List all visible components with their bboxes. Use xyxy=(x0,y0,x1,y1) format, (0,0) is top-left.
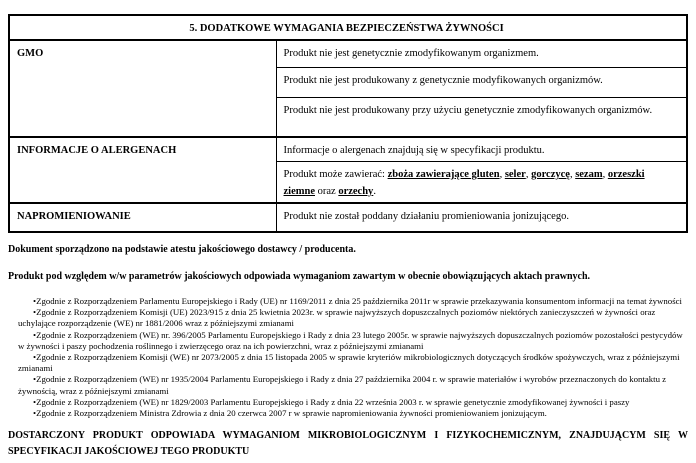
allergen-sentence: Produkt może zawierać: zboża zawierające gluten, seler, gorczycę, sezam, orzeszki ziemne oraz orzechy. xyxy=(276,162,687,204)
legal-notes-section xyxy=(8,243,688,460)
legal-bullet-item: • Zgodnie z Rozporządzeniem (WE) nr 1829/2003 Parlamentu Europejskiego i Rady z dnia 22 września 2003 r. w sprawie genetycznie zmodyfikowanej żywności i paszy xyxy=(18,397,688,408)
gmo-statement-3: Produkt nie jest produkowany przy użyciu genetycznie zmodyfikowanych organizmów. xyxy=(276,97,687,137)
legal-bullet-item: • Zgodnie z Rozporządzeniem (WE) nr 1935/2004 Parlamentu Europejskiego i Rady z dnia 27 października 2004 r. w sprawie materiałów i wyrobów przeznaczonych do kontaktu z żywnością, wraz z późniejszymi zmianami xyxy=(18,374,688,396)
gmo-statement-2: Produkt nie jest produkowany z genetycznie modyfikowanych organizmów. xyxy=(276,67,687,97)
legal-bullets xyxy=(8,296,688,419)
food-safety-requirements-table xyxy=(8,14,688,233)
allergen-term: seler xyxy=(504,169,526,180)
table-section-title: 5. DODATKOWE WYMAGANIA BEZPIECZEŃSTWA ŻYWNOŚCI xyxy=(9,15,687,40)
legal-bullet-item: • Zgodnie z Rozporządzeniem Ministra Zdrowia z dnia 20 czerwca 2007 r w sprawie napromieniowania żywności promieniowaniem jonizującym. xyxy=(18,408,688,419)
irradiation-statement: Produkt nie został poddany działaniu promieniowania jonizującego. xyxy=(276,203,687,232)
row-label-allergens: INFORMACJE O ALERGENACH xyxy=(9,137,276,203)
legal-bullet-item: • Zgodnie z Rozporządzeniem Parlamentu Europejskiego i Rady (UE) nr 1169/2011 z dnia 25 października 2011r w sprawie przekazywania konsumentom informacji na temat żywności xyxy=(18,296,688,307)
legal-bullet-item: • Zgodnie z Rozporządzeniem Komisji (WE) nr 2073/2005 z dnia 15 listopada 2005 w sprawie kryteriów mikrobiologicznych dotyczących środków spożywczych, wraz z późniejszymi zmianami xyxy=(18,352,688,374)
allergen-statement-spec: Informacje o alergenach znajdują się w specyfikacji produktu. xyxy=(276,137,687,162)
allergen-term: zboża zawierające gluten xyxy=(387,169,500,180)
allergen-term: orzechy xyxy=(338,186,374,197)
closing-statement: DOSTARCZONY PRODUKT ODPOWIADA WYMAGANIOM MIKROBIOLOGICZNYM I FIZYKOCHEMICZNYM, ZNAJDUJĄCYM SIĘ W SPECYFIKACJI JAKOŚCIOWEJ TEGO PRODUKTU xyxy=(8,430,688,458)
legal-bullet-item: • Zgodnie z Rozporządzeniem Komisji (UE) 2023/915 z dnia 25 kwietnia 2023r. w sprawie najwyższych dopuszczalnych poziomów niektórych zanieczyszczeń w żywności oraz uchylające rozporządzenie (WE) nr 1881/2006 wraz z późniejszymi zmianami xyxy=(18,307,688,329)
gmo-statement-1: Produkt nie jest genetycznie zmodyfikowanym organizmem. xyxy=(276,40,687,67)
compliance-note: Produkt pod względem w/w parametrów jakościowych odpowiada wymaganiom zawartym w obecnie obowiązujących aktach prawnych. xyxy=(8,271,591,282)
allergen-term: gorczycę xyxy=(531,169,570,180)
legal-bullet-item: • Zgodnie z Rozporządzeniem (WE) nr. 396/2005 Parlamentu Europejskiego i Rady z dnia 23 lutego 2005r. w sprawie najwyższych dopuszczalnych poziomów pozostałości pestycydów w żywności i paszy pochodzenia roślinnego i zwierzęcego oraz na ich powierzchni, wraz z późniejszymi zmianami xyxy=(18,330,688,352)
allergen-term: orzeszki ziemne xyxy=(283,169,645,197)
row-label-irradiation: NAPROMIENIOWANIE xyxy=(9,203,276,232)
allergen-term: sezam xyxy=(575,169,603,180)
row-label-gmo: GMO xyxy=(9,40,276,137)
document-basis-note: Dokument sporządzono na podstawie atestu jakościowego dostawcy / producenta. xyxy=(8,244,356,255)
